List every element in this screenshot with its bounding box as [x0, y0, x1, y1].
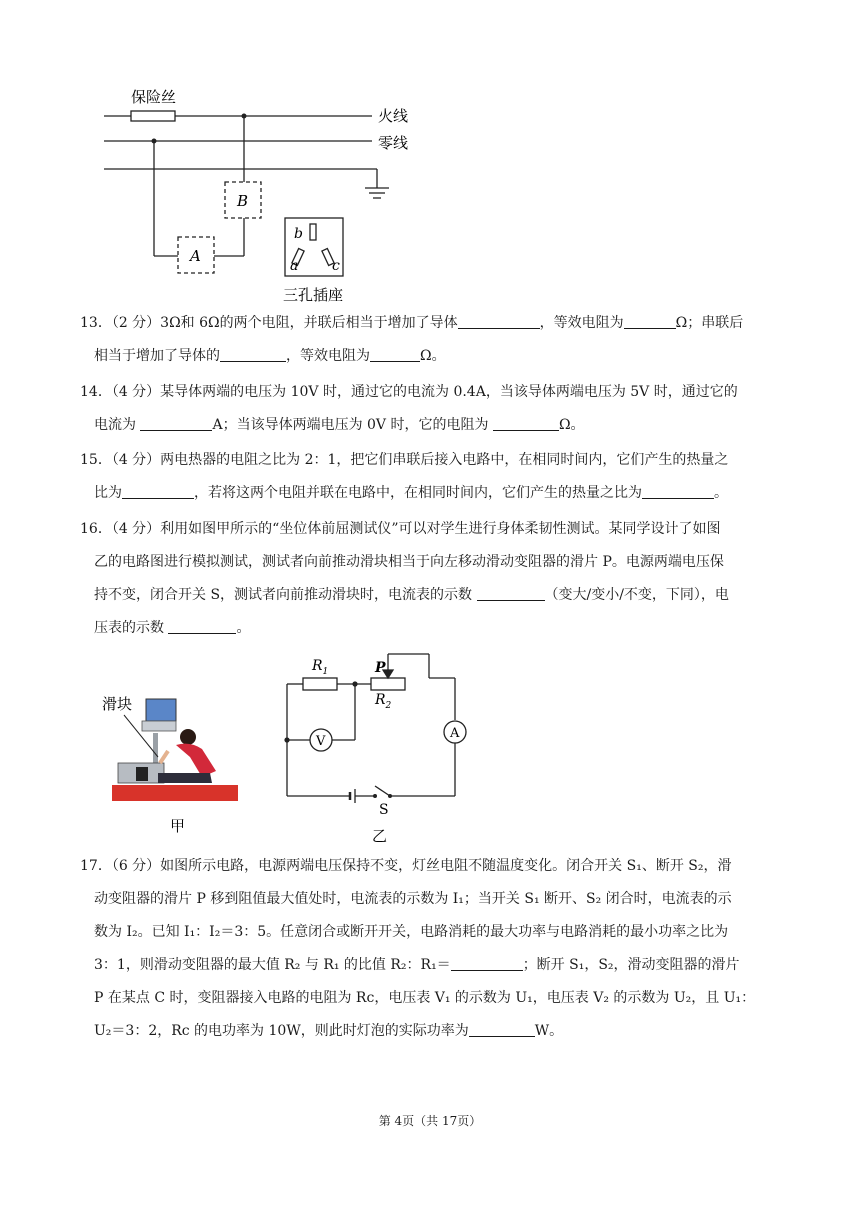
r2-label: $R_2$: [375, 692, 392, 711]
box-a-label: A: [190, 247, 201, 265]
question-15: 15．（4 分）两电热器的电阻之比为 2：1，把它们串联后接入电路中，在相同时间内，它们产生的热量之 比为 ，若将这两个电阻并联在电路中，在相同时间内，它们产生的热量之比为 。: [80, 452, 729, 501]
q16-blank-1[interactable]: [477, 582, 545, 601]
switch-label: S: [379, 802, 389, 818]
q16-blank-2[interactable]: [168, 615, 236, 634]
rheostat-r2: [371, 678, 405, 690]
slider-p-label: P: [375, 660, 386, 676]
q13-blank-3[interactable]: [220, 343, 286, 362]
live-wire-label: 火线: [378, 107, 409, 125]
yi-label: 乙: [372, 827, 388, 845]
q17-blank-1[interactable]: [451, 952, 523, 971]
question-13: 13．（2 分）3Ω和 6Ω的两个电阻，并联后相当于增加了导体 ，等效电阻为 Ω；串联后 相当于增加了导体的 ，等效电阻为 Ω。: [80, 307, 780, 373]
question-17: 17．（6 分）如图所示电路，电源两端电压保持不变，灯丝电阻不随温度变化。闭合开关 S₁、断开 S₂，滑 动变阻器的滑片 P 移到阻值最大值处时，电流表的示数为 I₁；当开关 S₁ 断开、S₂ 闭合时，电流表的示 数为 I₂。已知 I₁：I₂＝3：5。任意闭合或断开开关，电路消耗的最大功率与电路消耗的最小功率之比为 3：1，则滑动变阻器的最大值 R₂ 与 R₁ 的比值 R₂：R₁＝ ；断开 S₁，S₂，滑动变阻器的滑片 P 在某点 C 时，变阻器接入电路的电阻为 Rc，电压表 V₁ 的示数为 U₁，电压表 V₂ 的示数为 U₂，且 U₁： U₂＝3：2，Rc 的电功率为 10W，则此时灯泡的实际功率为 W。: [80, 858, 756, 1039]
jia-label: 甲: [170, 817, 186, 835]
fuse-label: 保险丝: [131, 88, 177, 106]
box-b-label: B: [237, 192, 249, 210]
q15-blank-2[interactable]: [642, 480, 714, 499]
q14-blank-1[interactable]: [140, 412, 212, 431]
flexibility-tester-photo: [98, 685, 248, 840]
q13-blank-4[interactable]: [370, 343, 420, 362]
slider-label: 滑块: [102, 695, 133, 713]
ammeter-label: A: [450, 726, 460, 741]
resistor-r1: [303, 678, 337, 690]
socket-b-label: b: [294, 226, 303, 242]
r1-label: $R_1$: [312, 658, 329, 677]
q15-blank-1[interactable]: [122, 480, 194, 499]
fuse: [131, 111, 175, 121]
socket-c-label: c: [332, 258, 340, 274]
q14-blank-2[interactable]: [493, 412, 559, 431]
voltmeter-label: V: [316, 734, 326, 749]
page-footer: 第 4页（共 17页）: [378, 1114, 482, 1128]
q13-blank-2[interactable]: [624, 310, 676, 329]
neutral-wire-label: 零线: [378, 134, 409, 152]
circuit-diagram-yi: [275, 648, 475, 848]
socket-a-label: a: [290, 258, 299, 274]
wiring-diagram: [90, 80, 430, 305]
question-14: 14．（4 分）某导体两端的电压为 10V 时，通过它的电流为 0.4A，当该导体两端电压为 5V 时，通过它的 电流为 A；当该导体两端电压为 0V 时，它的电阻为 Ω。: [80, 384, 738, 433]
q13-blank-1[interactable]: [458, 310, 540, 329]
socket-label: 三孔插座: [283, 286, 344, 304]
question-16: 16．（4 分）利用如图甲所示的“坐位体前屈测试仪”可以对学生进行身体柔韧性测试。某同学设计了如图 乙的电路图进行模拟测试，测试者向前推动滑块相当于向左移动滑动变阻器的滑片 P。电源两端电压保 持不变，闭合开关 S，测试者向前推动滑块时，电流表的示数 （变大/变小/不变，下同），电 压表的示数 。: [80, 521, 729, 636]
q17-blank-2[interactable]: [469, 1018, 535, 1037]
